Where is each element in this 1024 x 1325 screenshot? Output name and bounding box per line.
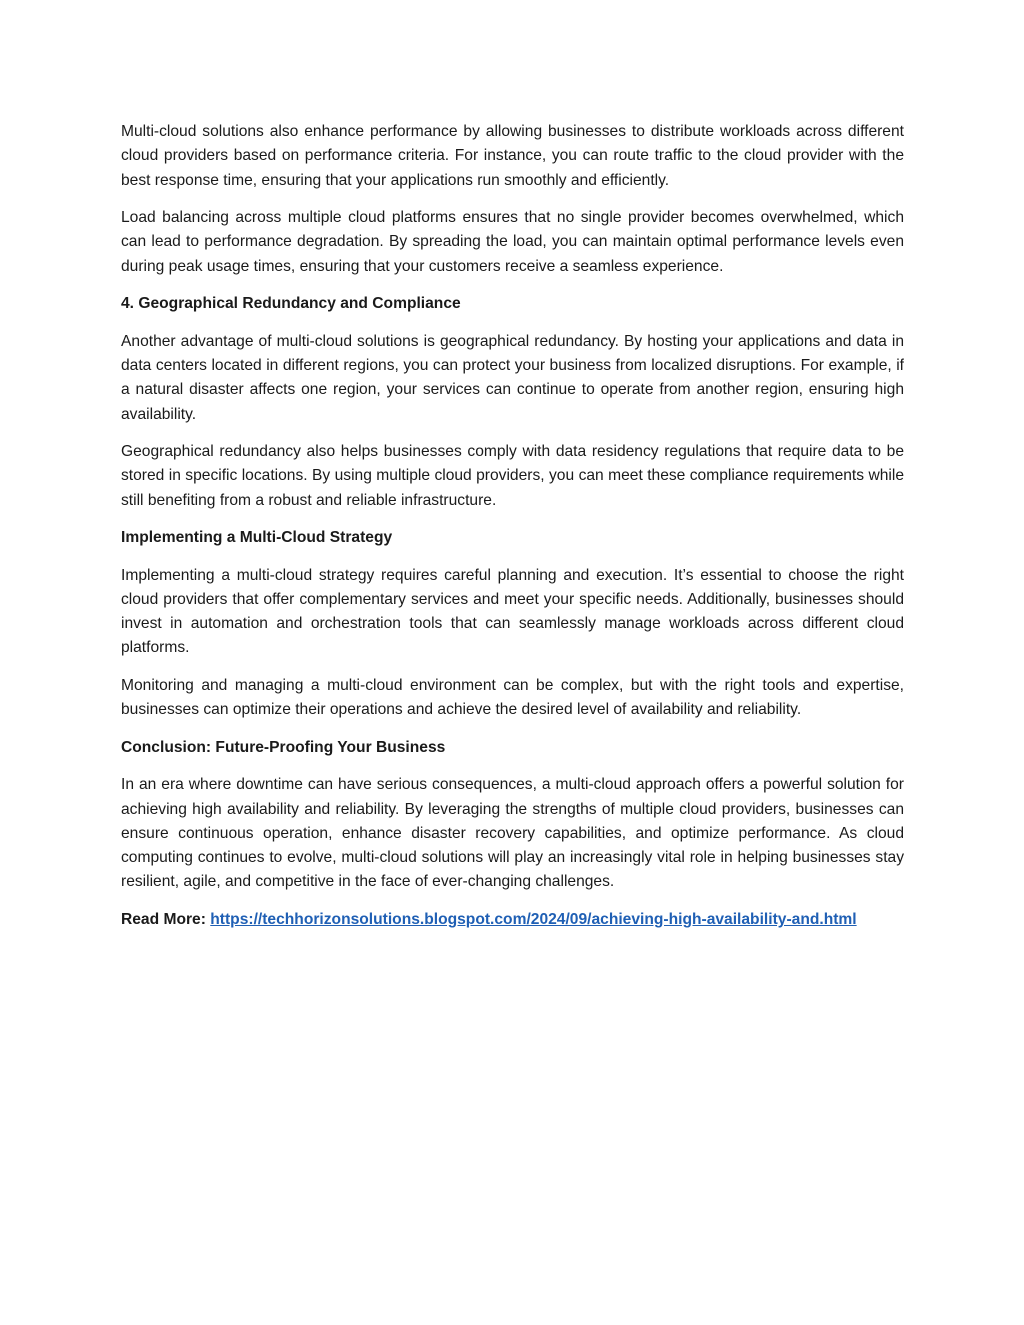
- heading-conclusion: Conclusion: Future-Proofing Your Business: [121, 738, 446, 756]
- read-more-link[interactable]: https://techhorizonsolutions.blogspot.com/2024/09/achieving-high-availability-and.html: [210, 910, 857, 928]
- paragraph-performance: Multi-cloud solutions also enhance performance by allowing businesses to distribute workloads across different cloud providers based on performance criteria. For instance, you can route traffic to the cloud provider with the best response time, ensuring that your applications run smoothly and efficiently.: [121, 123, 904, 189]
- read-more-line: [121, 908, 904, 932]
- paragraph-conclusion: In an era where downtime can have serious consequences, a multi-cloud approach offers a powerful solution for achieving high availability and reliability. By leveraging the strengths of multiple cloud providers, businesses can ensure continuous operation, enhance disaster recovery capabilities, and optimize performance. As cloud computing continues to evolve, multi-cloud solutions will play an increasingly vital role in helping businesses stay resilient, agile, and competitive in the face of ever-changing challenges.: [121, 776, 904, 891]
- paragraph-load-balancing: Load balancing across multiple cloud platforms ensures that no single provider becomes overwhelmed, which can lead to performance degradation. By spreading the load, you can maintain optimal performance levels even during peak usage times, ensuring that your customers receive a seamless experience.: [121, 209, 904, 275]
- paragraph-data-residency: Geographical redundancy also helps businesses comply with data residency regulations that require data to be stored in specific locations. By using multiple cloud providers, you can meet these compliance requirements while still benefiting from a robust and reliable infrastructure.: [121, 443, 904, 509]
- paragraph-implementing: Implementing a multi-cloud strategy requires careful planning and execution. It’s essential to choose the right cloud providers that offer complementary services and meet your specific needs. Additionally, businesses should invest in automation and orchestration tools that can seamlessly manage workloads across different cloud platforms.: [121, 566, 904, 657]
- paragraph-monitoring: Monitoring and managing a multi-cloud environment can be complex, but with the right tools and expertise, businesses can optimize their operations and achieve the desired level of availability and reliability.: [121, 676, 904, 719]
- paragraph-geographical-advantage: Another advantage of multi-cloud solutions is geographical redundancy. By hosting your applications and data in data centers located in different regions, you can protect your business from localized disruptions. For example, if a natural disaster affects one region, your services can continue to operate from another region, ensuring high availability.: [121, 332, 904, 423]
- heading-implementing-strategy: Implementing a Multi-Cloud Strategy: [121, 529, 393, 547]
- heading-geographical-redundancy: 4. Geographical Redundancy and Compliance: [121, 295, 461, 313]
- document-page: [121, 120, 904, 932]
- read-more-label: Read More:: [121, 910, 206, 928]
